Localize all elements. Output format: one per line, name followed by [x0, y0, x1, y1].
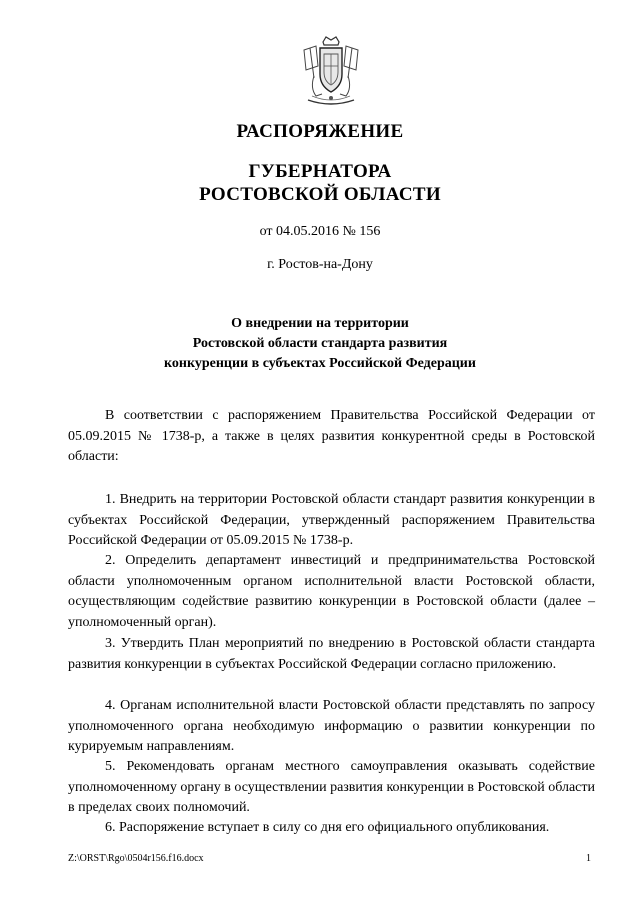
order-item-6: 6. Распоряжение вступает в силу со дня его официального опубликования. — [105, 820, 550, 835]
order-item-2: 2. Определить департамент инвестиций и предпринимательства Ростовской области уполномоченным органом исполнительной власти Ростовской области, осуществляющим содействие развитию конкуренции в Ростовской области (далее – уполномоченный орган). — [68, 553, 595, 630]
footer-file-path: Z:\ORST\Rgo\0504r156.f16.docx — [68, 853, 204, 864]
issuer-title-line2: РОСТОВСКОЙ ОБЛАСТИ — [199, 184, 441, 205]
subject-line2: Ростовской области стандарта развития — [192, 336, 448, 351]
subject-line3: конкуренции в субъектах Российской Федерации — [164, 356, 476, 371]
subject-line1: О внедрении на территории — [231, 316, 409, 331]
footer-page-number: 1 — [586, 853, 591, 864]
coat-of-arms-icon — [296, 36, 366, 110]
document-type-title: РАСПОРЯЖЕНИЕ — [236, 121, 404, 142]
preamble-paragraph: В соответствии с распоряжением Правительства Российской Федерации от 05.09.2015 № 1738-р, а также в целях развития конкурентной среды в Ростовской области: — [68, 408, 595, 465]
issuer-title-line1: ГУБЕРНАТОРА — [248, 161, 392, 182]
order-item-5: 5. Рекомендовать органам местного самоуправления оказывать содействие уполномоченному органу в осуществлении развития конкуренции в Ростовской области в пределах своих полномочий. — [68, 759, 595, 816]
order-item-1: 1. Внедрить на территории Ростовской области стандарт развития конкуренции в субъектах Российской Федерации, утвержденный распоряжением Правительства Российской Федерации от 05.09.2015 № 1738-р. — [68, 492, 595, 549]
order-item-3: 3. Утвердить План мероприятий по внедрению в Ростовской области стандарта развития конкуренции в субъектах Российской Федерации согласно приложению. — [68, 636, 595, 672]
document-date-number: от 04.05.2016 № 156 — [259, 224, 381, 239]
order-item-4: 4. Органам исполнительной власти Ростовской области представлять по запросу уполномоченного органа необходимую информацию о развитии конкуренции по курируемым направлениям. — [68, 698, 595, 755]
document-city: г. Ростов-на-Дону — [267, 257, 373, 272]
